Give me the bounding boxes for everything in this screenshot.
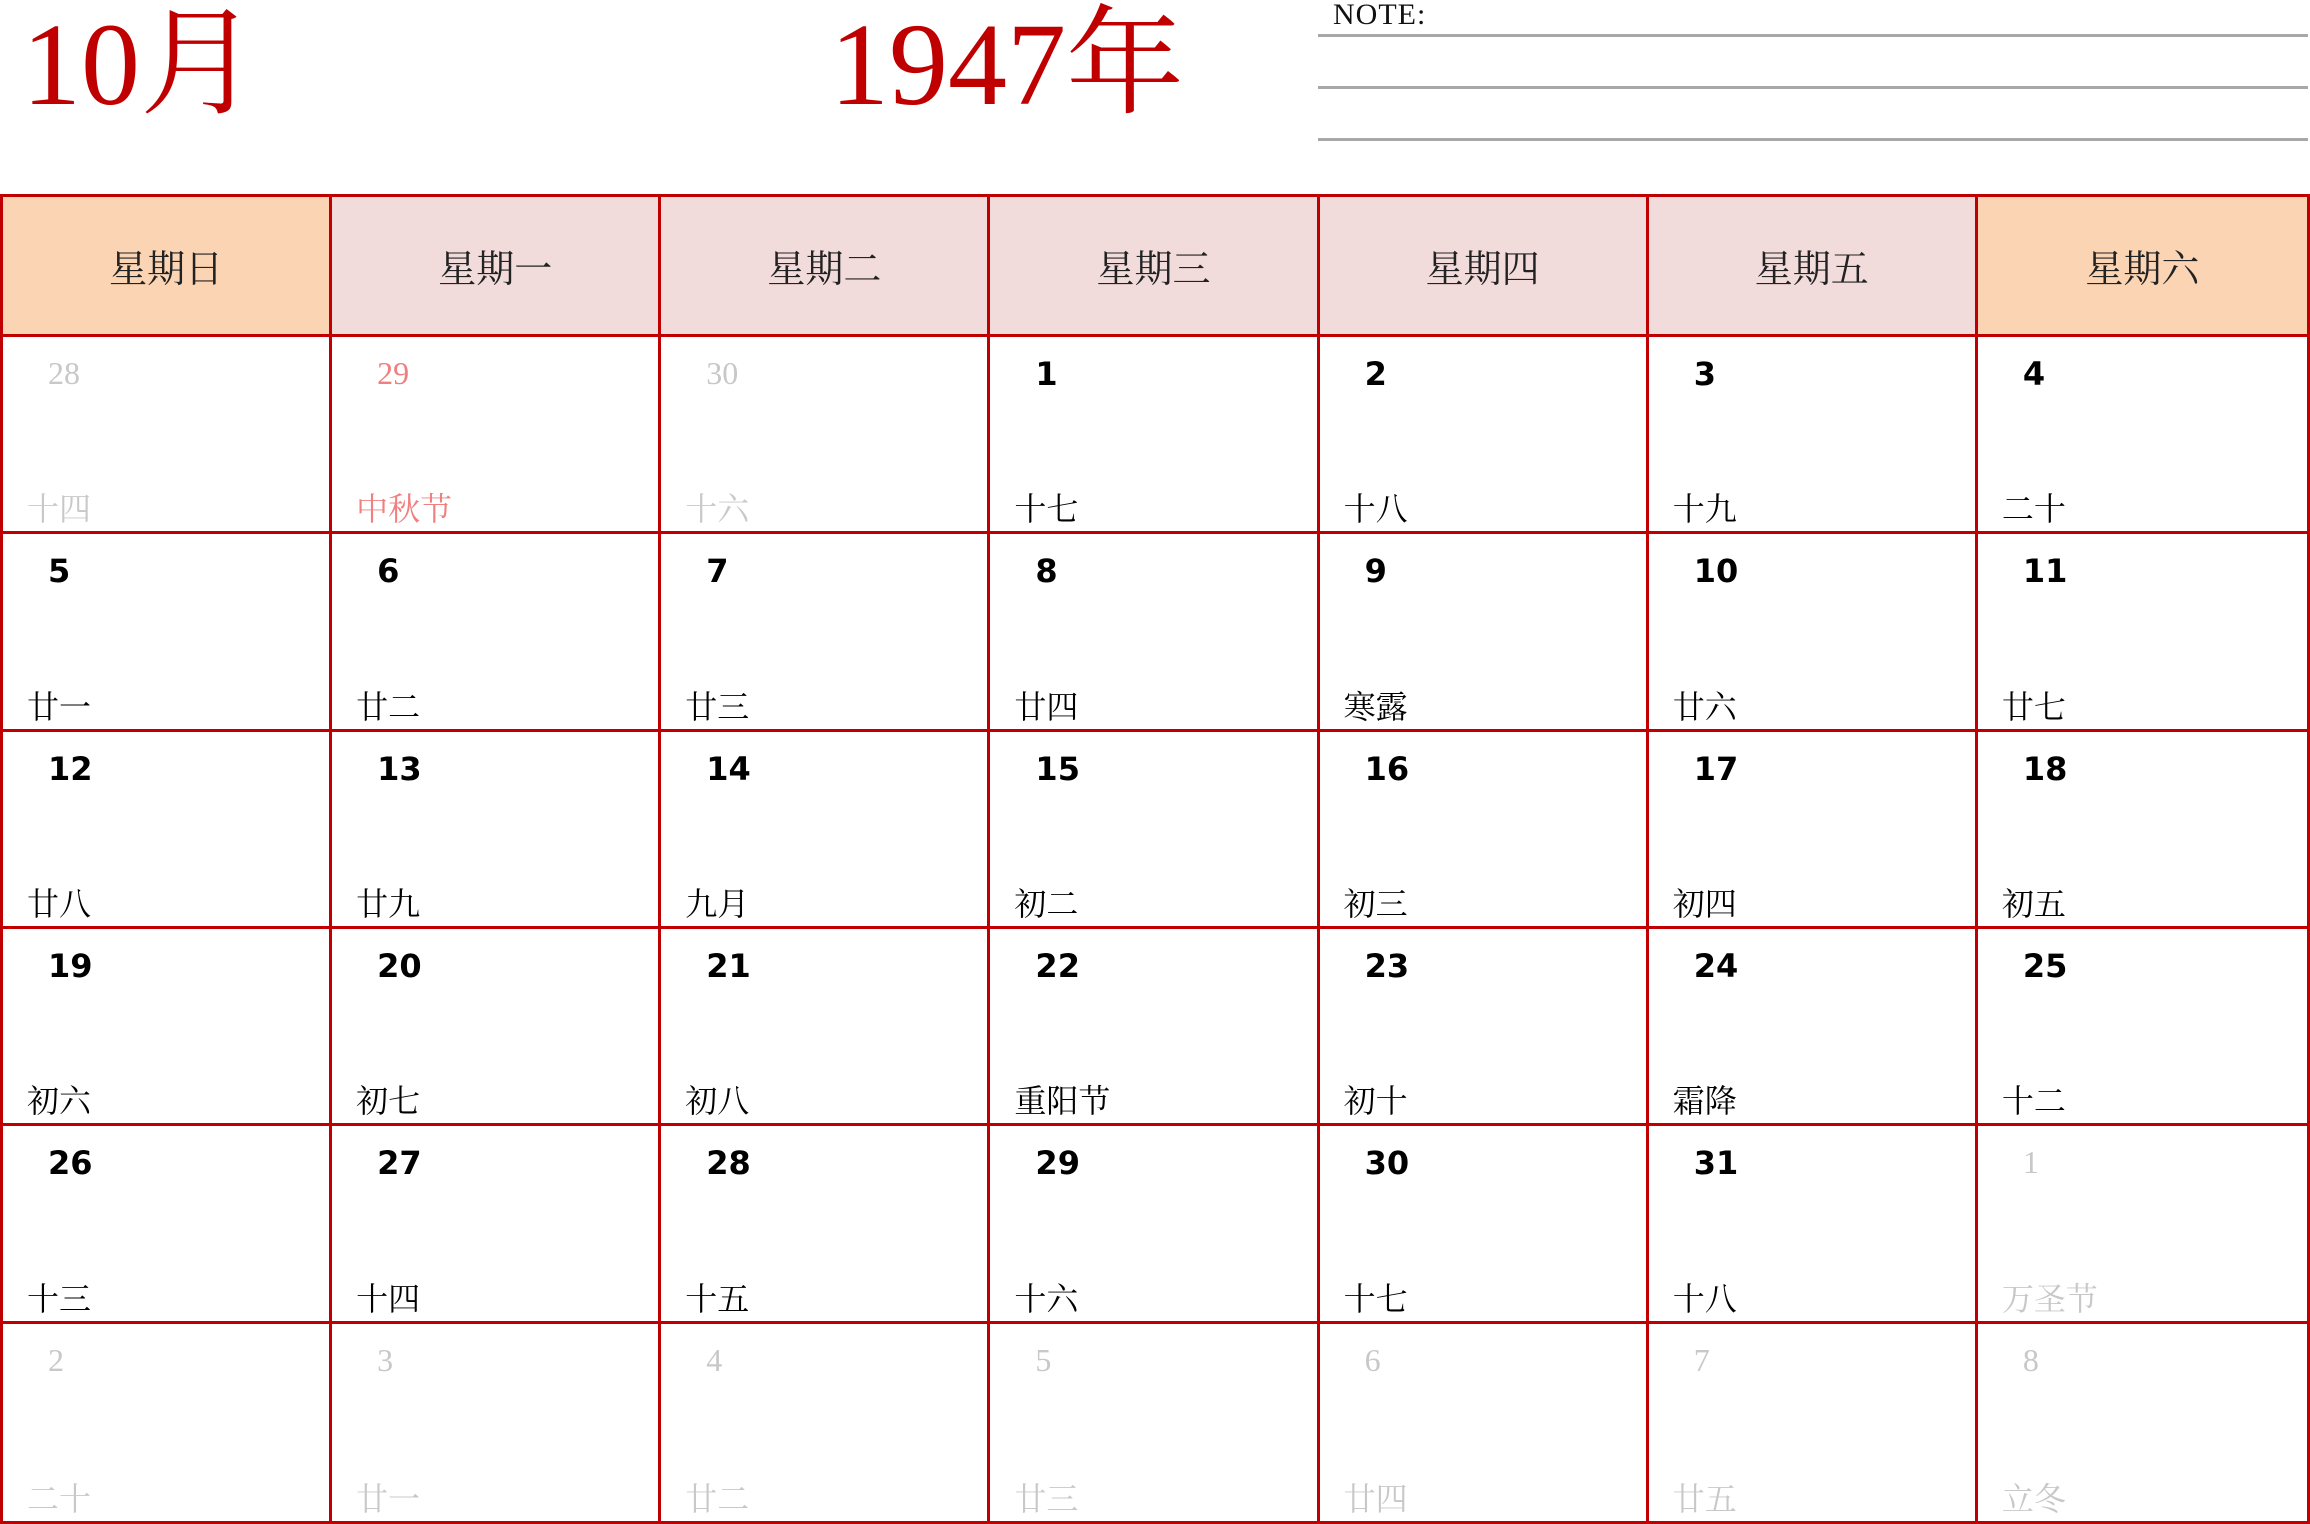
lunar-date: 十七 xyxy=(1014,490,1079,529)
day-number: 1 xyxy=(2022,1144,2039,1181)
day-number: 9 xyxy=(1364,552,1387,591)
day-cell xyxy=(990,1126,1319,1323)
lunar-date: 初二 xyxy=(1014,884,1079,923)
lunar-date: 初五 xyxy=(2001,884,2066,923)
day-cell xyxy=(1978,929,2307,1126)
day-number: 30 xyxy=(1364,1144,1410,1183)
day-cell xyxy=(3,929,332,1126)
lunar-date: 廿四 xyxy=(1343,1479,1408,1518)
day-number: 27 xyxy=(377,1144,422,1183)
lunar-date: 廿一 xyxy=(27,687,92,726)
day-cell xyxy=(661,732,990,929)
day-cell xyxy=(990,534,1319,731)
day-number: 17 xyxy=(1693,749,1739,788)
day-number: 7 xyxy=(1693,1341,1710,1378)
lunar-date: 立冬 xyxy=(2001,1479,2066,1518)
year-title: 1947年 xyxy=(830,0,1185,130)
note-line xyxy=(1318,86,2308,89)
weekday-header-sun: 星期日 xyxy=(3,197,332,337)
weekday-header-sat: 星期六 xyxy=(1978,197,2307,337)
lunar-date: 初三 xyxy=(1343,884,1408,923)
day-number: 21 xyxy=(706,946,751,985)
day-number: 29 xyxy=(377,355,410,391)
day-number: 10 xyxy=(1693,552,1739,591)
lunar-date: 廿七 xyxy=(2001,687,2066,726)
lunar-date: 廿三 xyxy=(685,687,750,726)
day-number: 8 xyxy=(1035,552,1058,591)
day-cell xyxy=(332,929,661,1126)
lunar-date: 十四 xyxy=(356,1279,421,1318)
lunar-date: 廿三 xyxy=(1014,1479,1079,1518)
weekday-header-tue: 星期二 xyxy=(661,197,990,337)
lunar-date: 初七 xyxy=(356,1082,421,1121)
day-cell xyxy=(1320,1126,1649,1323)
note-line xyxy=(1318,34,2308,37)
lunar-date: 万圣节 xyxy=(2001,1279,2098,1318)
lunar-date: 廿五 xyxy=(1672,1479,1737,1518)
day-cell xyxy=(332,1126,661,1323)
day-cell xyxy=(3,1324,332,1521)
day-cell xyxy=(1320,929,1649,1126)
day-number: 1 xyxy=(1035,355,1058,393)
day-cell xyxy=(1649,732,1978,929)
day-number: 16 xyxy=(1364,749,1410,788)
lunar-date: 十八 xyxy=(1343,490,1408,529)
day-number: 6 xyxy=(1364,1341,1381,1378)
day-cell xyxy=(661,929,990,1126)
day-cell xyxy=(1649,1324,1978,1521)
day-number: 24 xyxy=(1693,946,1739,985)
calendar-grid xyxy=(0,194,2310,1524)
lunar-date: 十四 xyxy=(27,490,92,529)
day-cell xyxy=(661,1126,990,1323)
day-number: 30 xyxy=(706,355,739,391)
day-cell xyxy=(3,337,332,534)
day-cell xyxy=(1978,1324,2307,1521)
day-cell xyxy=(1649,337,1978,534)
lunar-date: 二十 xyxy=(2001,490,2066,529)
day-number: 20 xyxy=(377,946,422,985)
day-cell xyxy=(332,1324,661,1521)
lunar-date: 廿二 xyxy=(685,1479,750,1518)
day-cell xyxy=(1978,534,2307,731)
lunar-date: 廿二 xyxy=(356,687,421,726)
weekday-header-fri: 星期五 xyxy=(1649,197,1978,337)
lunar-date: 十七 xyxy=(1343,1279,1408,1318)
lunar-date: 二十 xyxy=(27,1479,92,1518)
day-number: 29 xyxy=(1035,1144,1080,1183)
day-cell xyxy=(3,1126,332,1323)
day-number: 4 xyxy=(2022,355,2046,393)
lunar-date: 初六 xyxy=(27,1082,92,1121)
day-cell xyxy=(1978,337,2307,534)
day-cell xyxy=(1320,534,1649,731)
day-cell xyxy=(332,732,661,929)
lunar-date: 廿一 xyxy=(356,1479,421,1518)
weekday-header-wed: 星期三 xyxy=(990,197,1319,337)
day-number: 6 xyxy=(377,552,400,591)
day-number: 2 xyxy=(48,1341,64,1378)
day-number: 25 xyxy=(2022,946,2068,985)
lunar-date: 初八 xyxy=(685,1082,750,1121)
day-number: 28 xyxy=(706,1144,751,1183)
day-cell xyxy=(1978,1126,2307,1323)
day-cell xyxy=(1649,929,1978,1126)
lunar-date: 十六 xyxy=(685,490,750,529)
weekday-header-mon: 星期一 xyxy=(332,197,661,337)
day-cell xyxy=(1320,732,1649,929)
day-number: 23 xyxy=(1364,946,1410,985)
day-cell xyxy=(332,337,661,534)
day-number: 5 xyxy=(1035,1341,1052,1378)
day-number: 5 xyxy=(48,552,71,591)
day-cell xyxy=(1978,732,2307,929)
day-number: 7 xyxy=(706,552,729,591)
day-cell xyxy=(1649,1126,1978,1323)
day-cell xyxy=(990,929,1319,1126)
day-number: 3 xyxy=(1693,355,1716,393)
day-number: 11 xyxy=(2022,552,2068,591)
day-number: 31 xyxy=(1693,1144,1739,1183)
lunar-date: 廿六 xyxy=(1672,687,1737,726)
day-number: 19 xyxy=(48,946,93,985)
day-cell xyxy=(990,732,1319,929)
note-line xyxy=(1318,138,2308,141)
lunar-date: 初十 xyxy=(1343,1082,1408,1121)
weekday-header-thu: 星期四 xyxy=(1320,197,1649,337)
note-label: NOTE: xyxy=(1333,0,1427,31)
lunar-date: 霜降 xyxy=(1672,1082,1737,1121)
lunar-date: 十九 xyxy=(1672,490,1737,529)
day-number: 3 xyxy=(377,1341,394,1378)
lunar-date: 廿八 xyxy=(27,884,92,923)
lunar-date: 廿四 xyxy=(1014,687,1079,726)
lunar-date: 九月 xyxy=(685,884,750,923)
day-number: 14 xyxy=(706,749,751,788)
lunar-date: 重阳节 xyxy=(1014,1082,1111,1121)
day-cell xyxy=(990,337,1319,534)
day-cell xyxy=(661,337,990,534)
day-number: 15 xyxy=(1035,749,1080,788)
day-cell xyxy=(1320,337,1649,534)
lunar-date: 初四 xyxy=(1672,884,1737,923)
day-number: 28 xyxy=(48,355,80,391)
day-cell xyxy=(1320,1324,1649,1521)
lunar-date: 十二 xyxy=(2001,1082,2066,1121)
lunar-date: 中秋节 xyxy=(356,490,453,529)
day-number: 12 xyxy=(48,749,93,788)
day-cell xyxy=(661,534,990,731)
day-cell xyxy=(1649,534,1978,731)
lunar-date: 十八 xyxy=(1672,1279,1737,1318)
day-number: 26 xyxy=(48,1144,93,1183)
day-number: 8 xyxy=(2022,1341,2039,1378)
lunar-date: 十三 xyxy=(27,1279,92,1318)
day-cell xyxy=(990,1324,1319,1521)
day-number: 22 xyxy=(1035,946,1080,985)
lunar-date: 十六 xyxy=(1014,1279,1079,1318)
day-cell xyxy=(3,732,332,929)
day-cell xyxy=(661,1324,990,1521)
day-cell xyxy=(332,534,661,731)
day-number: 18 xyxy=(2022,749,2068,788)
day-number: 2 xyxy=(1364,355,1387,393)
lunar-date: 十五 xyxy=(685,1279,750,1318)
day-cell xyxy=(3,534,332,731)
lunar-date: 寒露 xyxy=(1343,687,1408,726)
lunar-date: 廿九 xyxy=(356,884,421,923)
day-number: 13 xyxy=(377,749,422,788)
day-number: 4 xyxy=(706,1341,723,1378)
month-title: 10月 xyxy=(22,0,259,130)
